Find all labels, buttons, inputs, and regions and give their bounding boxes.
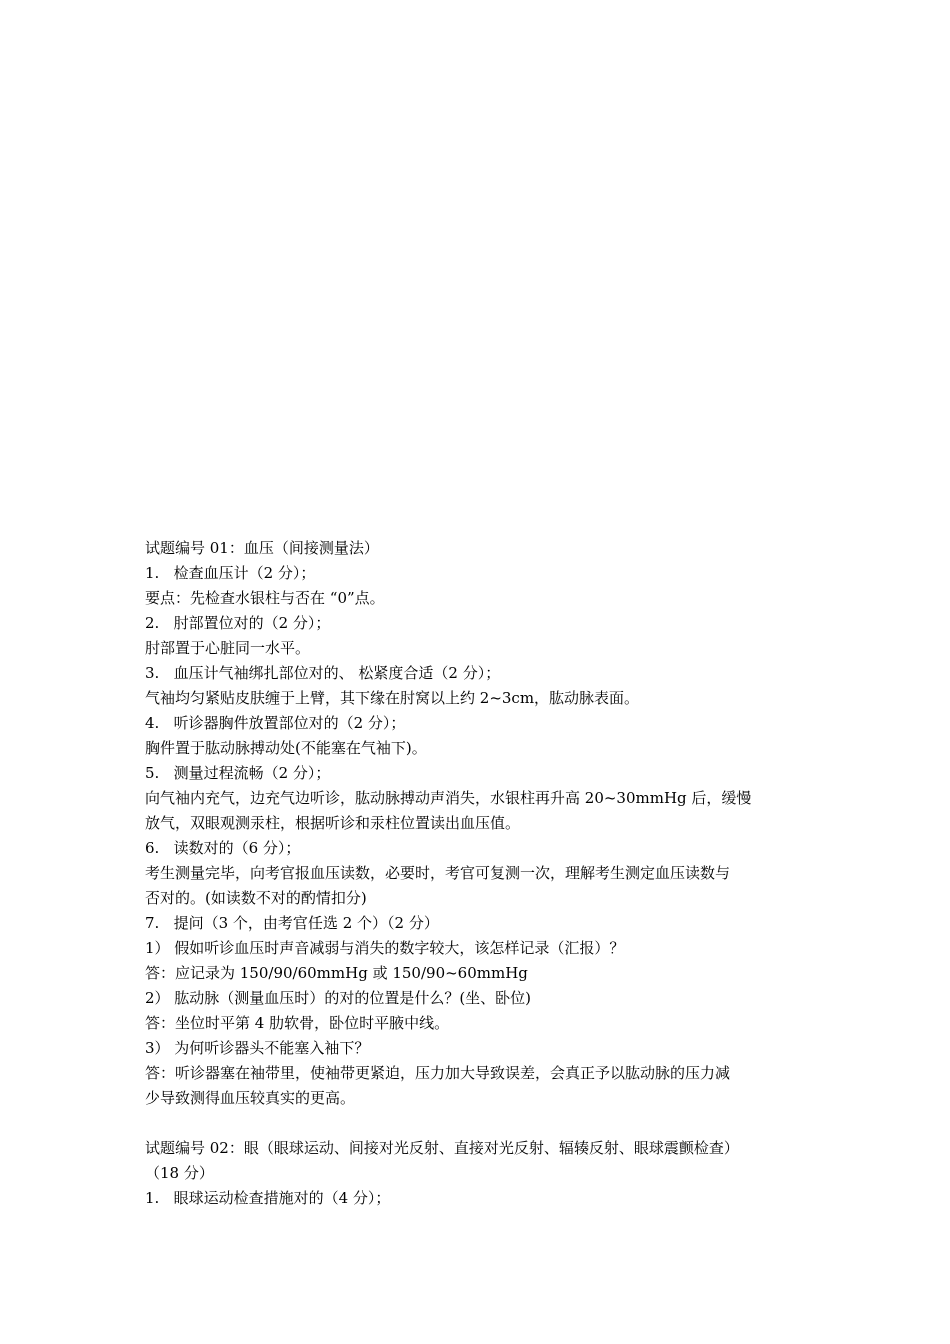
section-2-title-line-1: 试题编号 02：眼（眼球运动、间接对光反射、直接对光反射、辐辏反射、眼球震颤检查） <box>145 1139 739 1157</box>
item-6-heading: 6. 读数对的（6 分）； <box>145 839 301 857</box>
item-5-heading: 5. 测量过程流畅（2 分）； <box>145 764 331 782</box>
item-6-body-line-2: 否对的。(如读数不对的酌情扣分) <box>145 889 367 907</box>
item-3-heading: 3. 血压计气袖绑扎部位对的、 松紧度合适（2 分）； <box>145 664 501 682</box>
paragraph-spacer <box>145 1111 810 1136</box>
item-6-body-line-1: 考生测量完毕，向考官报血压读数，必要时，考官可复测一次，理解考生测定血压读数与 <box>145 864 731 882</box>
question-3: 3） 为何听诊器头不能塞入袖下？ <box>145 1039 370 1057</box>
section-2-item-1-heading: 1. 眼球运动检查措施对的（4 分）； <box>145 1189 391 1207</box>
item-4-body: 胸件置于肱动脉搏动处(不能塞在气袖下)。 <box>145 739 427 757</box>
item-2-heading: 2. 肘部置位对的（2 分）； <box>145 614 331 632</box>
item-4-heading: 4. 听诊器胸件放置部位对的（2 分）； <box>145 714 406 732</box>
item-2-body: 肘部置于心脏同一水平。 <box>145 639 311 657</box>
question-1: 1） 假如听诊血压时声音减弱与消失的数字较大，该怎样记录（汇报）？ <box>145 939 625 957</box>
question-2: 2） 肱动脉（测量血压时）的对的位置是什么？(坐、卧位) <box>145 989 532 1007</box>
item-5-body-line-2: 放气，双眼观测汞柱，根据听诊和汞柱位置读出血压值。 <box>145 814 521 832</box>
answer-1: 答：应记录为 150/90/60mmHg 或 150/90~60mmHg <box>145 964 528 982</box>
answer-2: 答：坐位时平第 4 肋软骨，卧位时平腋中线。 <box>145 1014 450 1032</box>
item-1-body: 要点：先检查水银柱与否在 “0”点。 <box>145 589 385 607</box>
document-body <box>145 536 810 1211</box>
item-7-heading: 7. 提问（3 个，由考官任选 2 个）（2 分） <box>145 914 439 932</box>
answer-3-line-2: 少导致测得血压较真实的更高。 <box>145 1089 356 1107</box>
answer-3-line-1: 答：听诊器塞在袖带里，使袖带更紧迫，压力加大导致误差，会真正予以肱动脉的压力减 <box>145 1064 731 1082</box>
section-1-title: 试题编号 01：血压（间接测量法） <box>145 539 379 557</box>
item-3-body: 气袖均匀紧贴皮肤缠于上臂，其下缘在肘窝以上约 2~3cm，肱动脉表面。 <box>145 689 640 707</box>
item-5-body-line-1: 向气袖内充气，边充气边听诊，肱动脉搏动声消失，水银柱再升高 20~30mmHg 后，缓慢 <box>145 789 752 807</box>
section-2-title-line-2: （18 分） <box>145 1164 214 1182</box>
item-1-heading: 1. 检查血压计（2 分）； <box>145 564 316 582</box>
